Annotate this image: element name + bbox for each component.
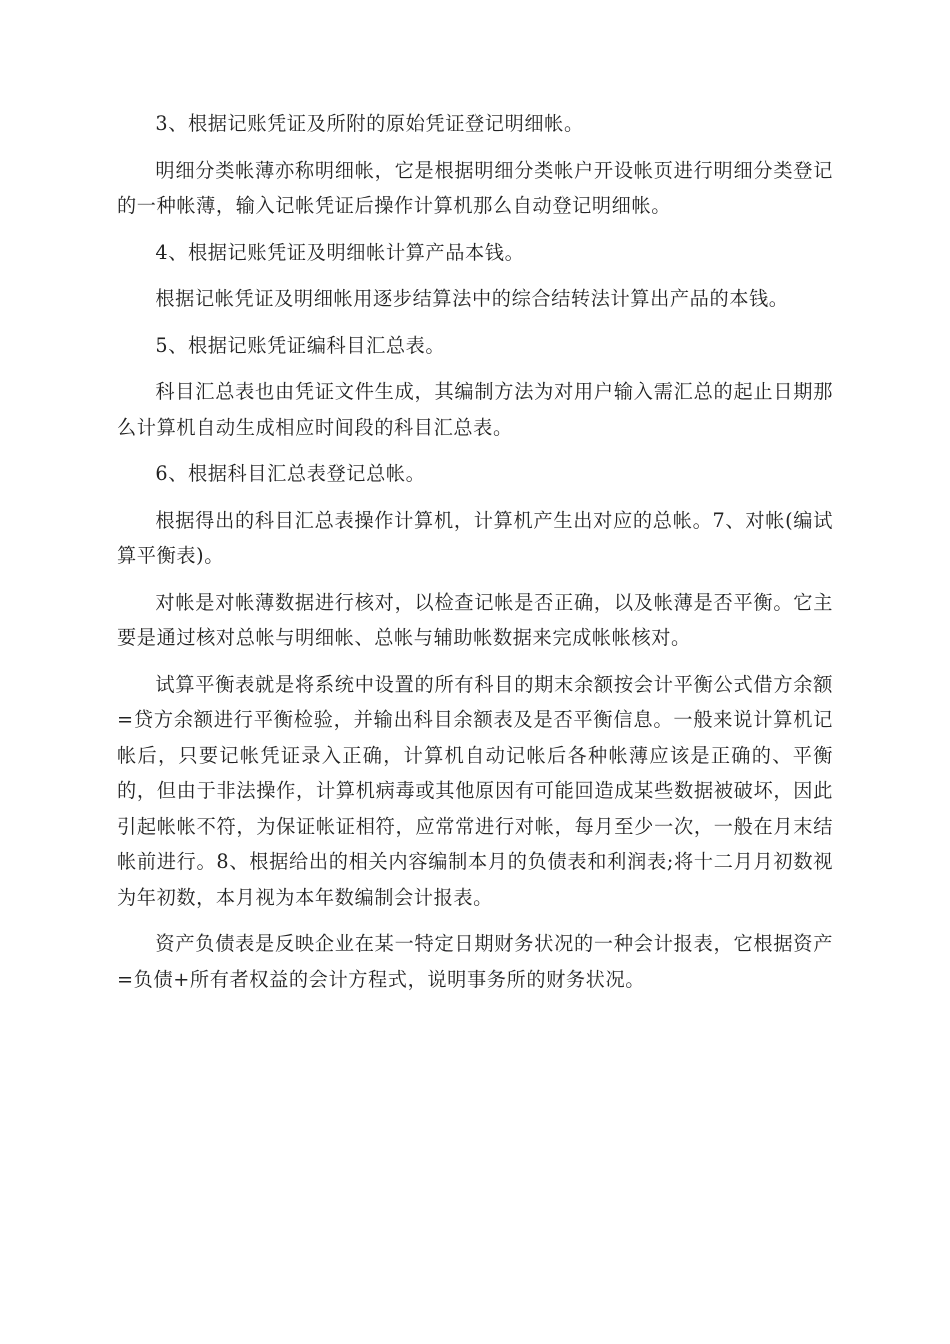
step-6-description: 根据得出的科目汇总表操作计算机，计算机产生出对应的总帐。7、对帐(编试算平衡表)。 bbox=[117, 508, 833, 567]
balance-sheet-paragraph: 资产负债表是反映企业在某一特定日期财务状况的一种会计报表，它根据资产=负债+所有者权益的会计方程式，说明事务所的财务状况。 bbox=[117, 932, 833, 991]
step-6-heading: 6、根据科目汇总表登记总帐。 bbox=[155, 462, 426, 485]
step-3-description: 明细分类帐薄亦称明细帐，它是根据明细分类帐户开设帐页进行明细分类登记的一种帐薄，输入记帐凭证后操作计算机那么自动登记明细帐。 bbox=[117, 158, 833, 217]
document-body bbox=[117, 106, 833, 1008]
reconciliation-paragraph: 对帐是对帐薄数据进行核对，以检查记帐是否正确，以及帐薄是否平衡。它主要是通过核对总帐与明细帐、总帐与辅助帐数据来完成帐帐核对。 bbox=[117, 590, 833, 649]
step-3-heading: 3、根据记账凭证及所附的原始凭证登记明细帐。 bbox=[155, 112, 584, 135]
step-5-description: 科目汇总表也由凭证文件生成，其编制方法为对用户输入需汇总的起止日期那么计算机自动生成相应时间段的科目汇总表。 bbox=[117, 380, 833, 439]
trial-balance-paragraph: 试算平衡表就是将系统中设置的所有科目的期末余额按会计平衡公式借方余额=贷方余额进行平衡检验，并输出科目余额表及是否平衡信息。一般来说计算机记帐后，只要记帐凭证录入正确，计算机自动记帐后各种帐薄应该是正确的、平衡的，但由于非法操作，计算机病毒或其他原因有可能回造成某些数据被破坏，因此引起帐帐不符，为保证帐证相符，应常常进行对帐，每月至少一次，一般在月末结帐前进行。8、根据给出的相关内容编制本月的负债表和利润表;将十二月月初数视为年初数，本月视为本年数编制会计报表。 bbox=[117, 672, 833, 909]
step-4-description: 根据记帐凭证及明细帐用逐步结算法中的综合结转法计算出产品的本钱。 bbox=[155, 287, 789, 310]
step-4-heading: 4、根据记账凭证及明细帐计算产品本钱。 bbox=[155, 240, 525, 264]
step-5-heading: 5、根据记账凭证编科目汇总表。 bbox=[155, 333, 446, 357]
